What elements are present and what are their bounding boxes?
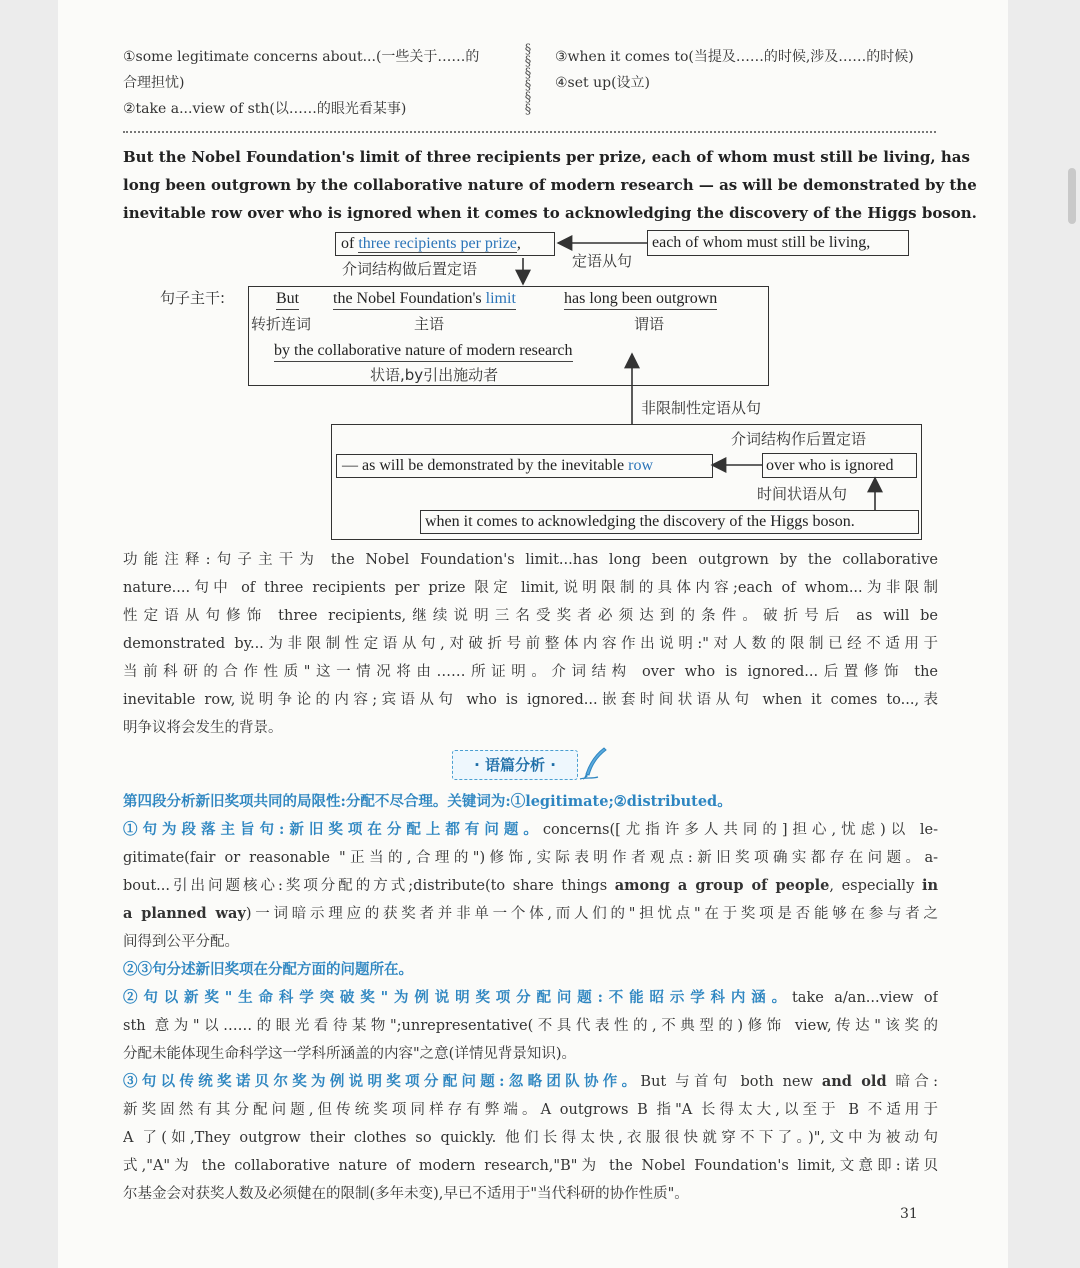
- analysis-line: ②句以新奖"生命科学突破奖"为例说明奖项分配问题:不能昭示学科内涵。take a/an...view of: [123, 989, 938, 1006]
- prep-phrase-label: 介词结构做后置定语: [342, 260, 478, 278]
- sentence2-heading: ②句以新奖"生命科学突破奖"为例说明奖项分配问题:不能昭示学科内涵。: [123, 989, 792, 1006]
- note-line: 功能注释:句子主干为 the Nobel Foundation's limit...has long been outgrown by the collaborative: [123, 552, 938, 568]
- page-number: 31: [900, 1206, 918, 1222]
- note-line: 当前科研的合作性质"这一情况将由……所证明。介词结构 over who is ignored...后置修饰 the: [123, 664, 938, 680]
- analysis-line: bout...引出问题核心:奖项分配的方式;distribute(to share things among a group of people, especially in: [123, 877, 938, 894]
- vocab-item: ④set up(设立): [555, 75, 650, 91]
- prep-phrase-label-2: 介词结构作后置定语: [731, 430, 867, 448]
- but-label: 转折连词: [251, 315, 312, 333]
- predicate: has long been outgrown: [564, 289, 717, 310]
- analysis-line: ①句为段落主旨句:新旧奖项在分配上都有问题。concerns([尤指许多人共同的]担心,忧虑)以 le-: [123, 821, 938, 838]
- over-who-clause: over who is ignored: [766, 457, 894, 474]
- analysis-line: 式,"A"为 the collaborative nature of modern research,"B"为 the Nobel Foundation's limit,文意即:诺贝: [123, 1158, 938, 1174]
- sentence1-heading: ①句为段落主旨句:新旧奖项在分配上都有问题。: [123, 821, 543, 838]
- sentence-line: long been outgrown by the collaborative nature of modern research — as will be demonstrated by the: [123, 176, 977, 194]
- adverbial: by the collaborative nature of modern research: [274, 341, 573, 362]
- predicate-label: 谓语: [634, 315, 665, 333]
- analysis-line: 间得到公平分配。: [123, 934, 239, 950]
- subject-label: 主语: [414, 315, 445, 333]
- nonrestrictive-label: 非限制性定语从句: [641, 399, 762, 417]
- function-note: [123, 546, 938, 742]
- note-line: inevitable row,说明争论的内容;宾语从句 who is ignored...嵌套时间状语从句 when it comes to...,表: [123, 692, 938, 708]
- highlight-recipients: three recipients per prize: [358, 235, 517, 252]
- analysis-line: gitimate(fair or reasonable "正当的,合理的")修饰,实际表明作者观点:新旧奖项确实都存在问题。a-: [123, 850, 938, 866]
- vocab-notes-left: [123, 44, 523, 122]
- vocab-notes-right: [555, 44, 975, 96]
- but-word: But: [276, 289, 299, 310]
- analysis-line: 分配未能体现生命科学这一学科所涵盖的内容"之意(详情见背景知识)。: [123, 1046, 576, 1062]
- highlight-row: row: [628, 457, 654, 474]
- analysis-line: A 了(如,They outgrow their clothes so quickly. 他们长得太快,衣服很快就穿不下了。)",文中为被动句: [123, 1130, 938, 1146]
- dotted-divider: [123, 131, 936, 133]
- sentence-line: But the Nobel Foundation's limit of three recipients per prize, each of whom must still be living, has: [123, 148, 970, 166]
- note-line: 性定语从句修饰 three recipients,继续说明三名受奖者必须达到的条件。破折号后 as will be: [123, 608, 938, 624]
- highlight-limit: limit: [485, 290, 516, 307]
- time-clause-label: 时间状语从句: [757, 485, 848, 503]
- paragraph4-heading: 第四段分析新旧奖项共同的局限性:分配不尽合理。关键词为:①legitimate;②distributed。: [123, 793, 732, 810]
- vocab-item: ②take a...view of sth(以……的眼光看某事): [123, 101, 407, 117]
- squiggle-divider: § § § § § §: [524, 42, 532, 117]
- subject: the Nobel Foundation's limit: [333, 289, 516, 310]
- adverbial-label: 状语,by引出施动者: [370, 366, 499, 384]
- analysis-line: sth 意为"以……的眼光看待某物";unrepresentative(不具代表性的,不典型的)修饰 view,传达"该奖的: [123, 1018, 938, 1034]
- vocab-item: ①some legitimate concerns about...(一些关于……的: [123, 49, 480, 65]
- analysis-line: 尔基金会对获奖人数及必须健在的限制(多年未变),早已不适用于"当代科研的协作性质"。: [123, 1186, 689, 1202]
- attr-clause: each of whom must still be living,: [652, 234, 871, 251]
- key-sentence: [123, 143, 977, 227]
- attr-clause-label: 定语从句: [572, 252, 633, 270]
- vocab-item: 合理担忧): [123, 75, 185, 91]
- analysis-line: 新奖固然有其分配问题,但传统奖项同样存有弊端。A outgrows B 指"A 长得太大,以至于 B 不适用于: [123, 1102, 938, 1118]
- quill-pen-icon: [578, 746, 608, 782]
- prep-phrase: of three recipients per prize,: [341, 235, 521, 252]
- note-line: nature....句中 of three recipients per prize 限定 limit,说明限制的具体内容;each of whom...为非限制: [123, 580, 938, 596]
- analysis-line: ③句以传统奖诺贝尔奖为例说明奖项分配问题:忽略团队协作。But 与首句 both new and old 暗合:: [123, 1073, 938, 1090]
- note-line: demonstrated by...为非限制性定语从句,对破折号前整体内容作出说明:"对人数的限制已经不适用于: [123, 636, 938, 652]
- as-clause: — as will be demonstrated by the inevitable row: [342, 457, 654, 474]
- vocab-item: ③when it comes to(当提及……的时候,涉及……的时候): [555, 49, 914, 65]
- discourse-analysis: [123, 788, 938, 1208]
- note-line: 明争议将会发生的背景。: [123, 720, 283, 736]
- analysis-line: a planned way)一词暗示理应的获奖者并非单一个体,而人们的"担忧点"在于奖项是否能够在参与者之: [123, 905, 938, 922]
- when-clause: when it comes to acknowledging the discovery of the Higgs boson.: [425, 513, 855, 530]
- sentence23-heading: ②③句分述新旧奖项在分配方面的问题所在。: [123, 961, 413, 978]
- section-title-badge: · 语篇分析 ·: [452, 750, 578, 780]
- sentence3-heading: ③句以传统奖诺贝尔奖为例说明奖项分配问题:忽略团队协作。: [123, 1073, 641, 1090]
- scrollbar[interactable]: [1068, 168, 1076, 224]
- sentence-line: inevitable row over who is ignored when it comes to acknowledging the discovery of the Higgs boson.: [123, 204, 977, 222]
- main-clause-label: 句子主干:: [160, 289, 226, 307]
